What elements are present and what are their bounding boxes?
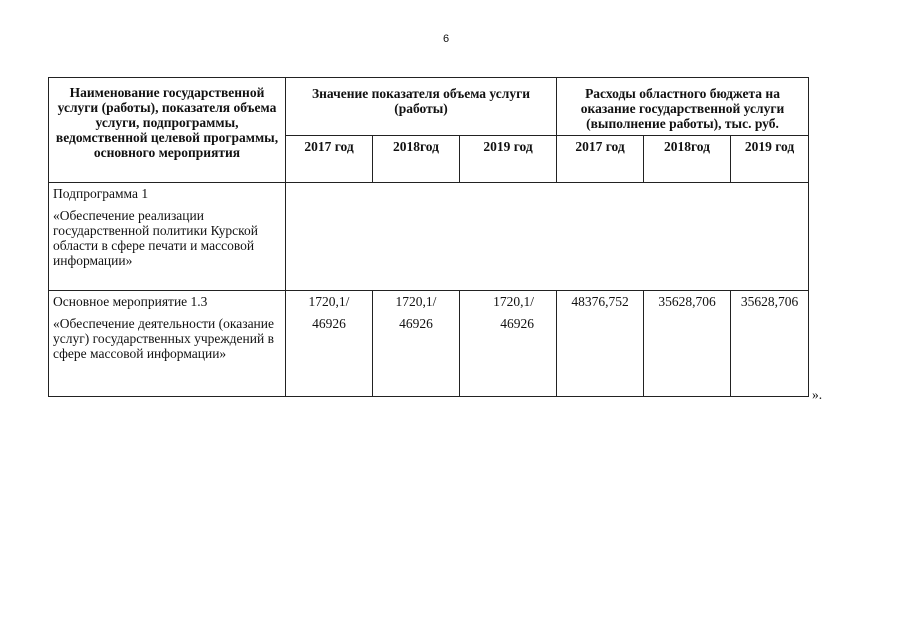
subprogram-description: «Обеспечение реализации государственной политики Курской области в сфере печати и массовой информации» xyxy=(53,208,258,268)
value-2017-line1: 1720,1/ xyxy=(308,294,350,309)
value-2017-cell xyxy=(286,291,373,397)
value-2019-cell xyxy=(460,291,557,397)
table-row-main-activity xyxy=(49,291,809,397)
value-2019-line2: 46926 xyxy=(500,316,534,331)
budget-table xyxy=(48,77,809,397)
main-activity-name-cell xyxy=(49,291,286,397)
header-indicator-value: Значение показателя объема услуги (работы) xyxy=(286,78,557,136)
header-year-2018-value: 2018год xyxy=(373,136,460,183)
header-expenses: Расходы областного бюджета на оказание государственной услуги (выполнение работы), тыс. руб. xyxy=(557,78,809,136)
expense-2017-cell: 48376,752 xyxy=(557,291,644,397)
header-year-2018-expenses: 2018год xyxy=(644,136,731,183)
expense-2018-cell: 35628,706 xyxy=(644,291,731,397)
header-name-column: Наименование государственной услуги (работы), показателя объема услуги, подпрограммы, ведомственной целевой программы, основного мероприятия xyxy=(49,78,286,183)
value-2018-line2: 46926 xyxy=(399,316,433,331)
table-row-subprogram xyxy=(49,183,809,291)
header-year-2017-value: 2017 год xyxy=(286,136,373,183)
subprogram-name-cell xyxy=(49,183,286,291)
header-year-2017-expenses: 2017 год xyxy=(557,136,644,183)
value-2018-cell xyxy=(373,291,460,397)
subprogram-title: Подпрограмма 1 xyxy=(53,186,149,201)
main-activity-title: Основное мероприятие 1.3 xyxy=(53,294,208,309)
header-row xyxy=(49,78,809,136)
page-number: 6 xyxy=(442,33,450,45)
value-2018-line1: 1720,1/ xyxy=(395,294,437,309)
header-year-2019-expenses: 2019 год xyxy=(731,136,809,183)
expense-2019-cell: 35628,706 xyxy=(731,291,809,397)
main-activity-description: «Обеспечение деятельности (оказание услуг) государственных учреждений в сфере массовой информации» xyxy=(53,316,275,361)
value-2019-line1: 1720,1/ xyxy=(493,294,534,309)
closing-quote: ». xyxy=(812,387,823,402)
value-2017-line2: 46926 xyxy=(312,316,346,331)
header-year-2019-value: 2019 год xyxy=(460,136,557,183)
subprogram-empty-cell xyxy=(286,183,809,291)
